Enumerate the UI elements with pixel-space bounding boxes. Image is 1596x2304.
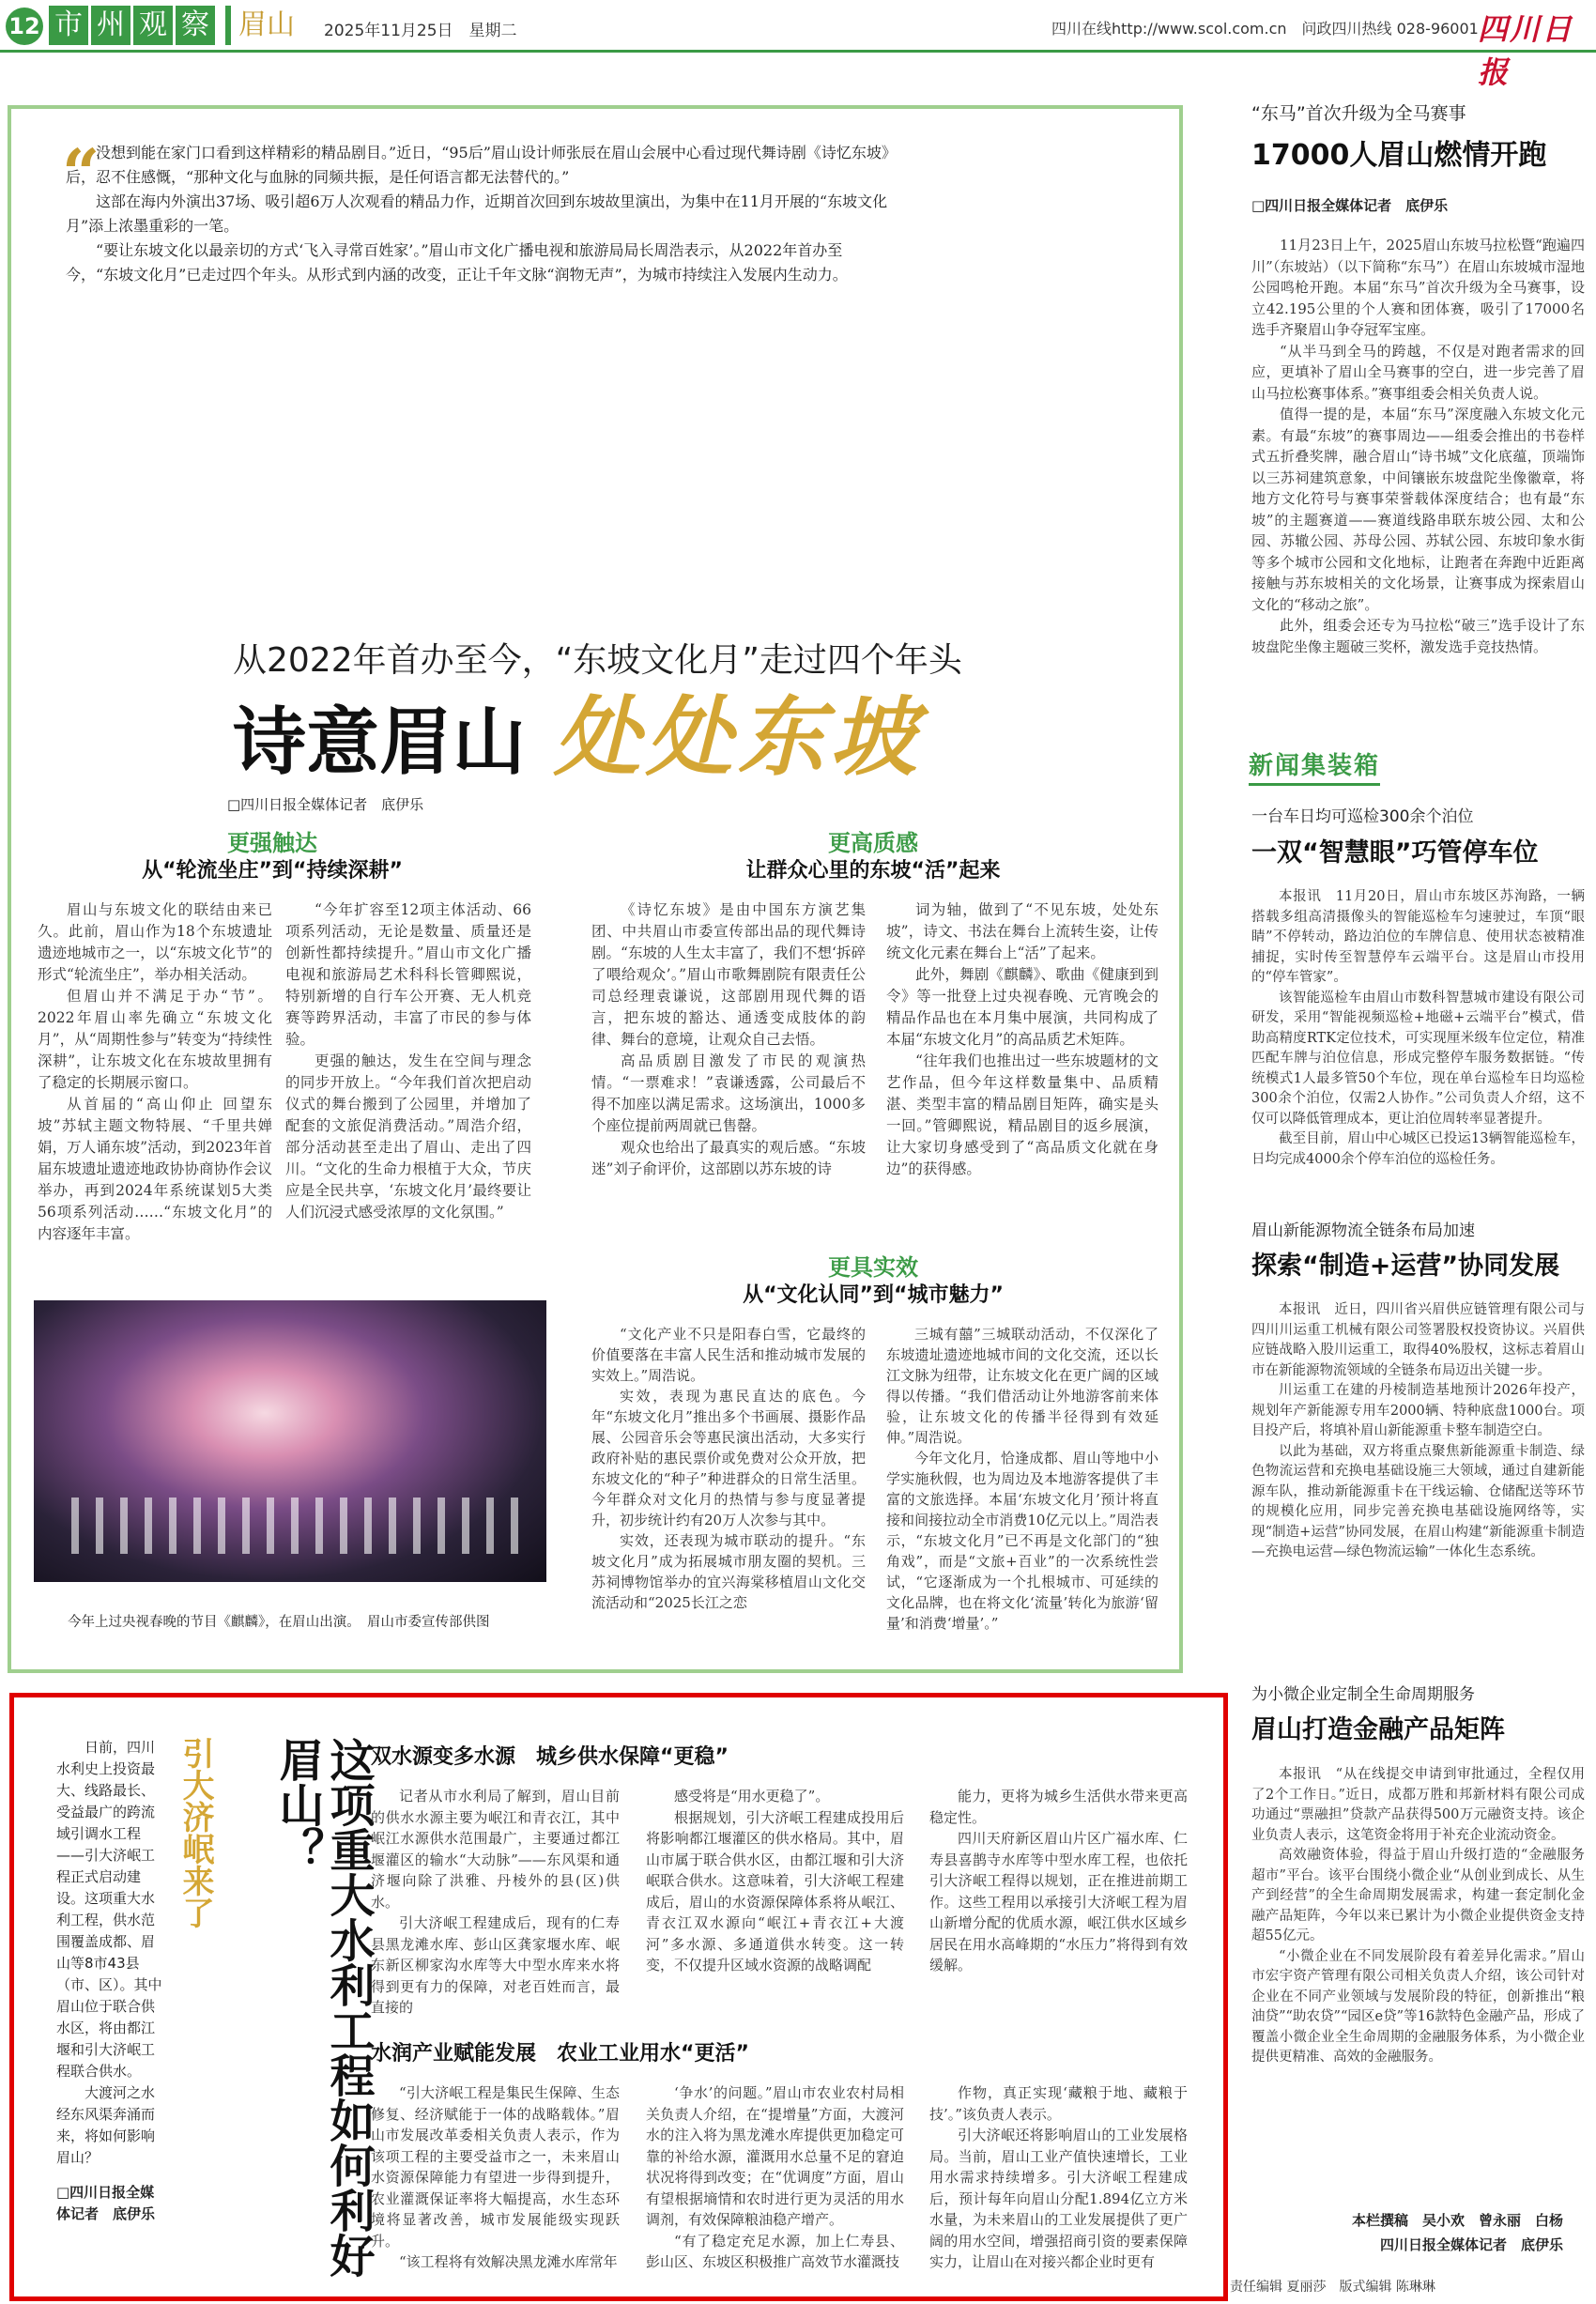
- credits: [1352, 2208, 1563, 2257]
- credit-line: 本栏撰稿 吴小欢 曾永丽 白杨: [1352, 2212, 1564, 2229]
- editor-credits: 责任编辑 夏丽莎 版式编辑 陈琳琳: [1230, 2280, 1435, 2295]
- paragraph: 实效，还表现为城市联动的提升。“东坡文化月”成为拓展城市朋友圈的契机。三苏祠博物馆举办的宜兴海棠移植眉山文化交流活动和“2025长江之恋: [591, 1532, 866, 1611]
- intro-sidebar: [56, 1737, 165, 2225]
- paragraph: 感受将是“用水更稳了”。: [674, 1788, 830, 1805]
- paragraph: 截至目前，眉山中心城区已投运13辆智能巡检车，日均完成4000余个停车泊位的巡检任务。: [1251, 1131, 1585, 1167]
- paragraph: 眉山与东坡文化的联结由来已久。此前，眉山作为18个东坡遗址遗迹地城市之一，以“东坡文化节”的形式“轮流坐庄”，举办相关活动。: [38, 901, 272, 983]
- paragraph: 以此为基础，双方将重点聚焦新能源重卡制造、绿色物流运营和充换电基础设施三大领域，通过自建新能源车队，推动新能源重卡在干线运输、仓储配送等环节的规模化应用，同步完善充换电基础设施网络等，实现“制造+运营”协同发展，在眉山构建“新能源重卡制造—充换电运营—绿色物流运输”一体化生态系统。: [1251, 1443, 1585, 1559]
- article-column: [371, 1786, 620, 2019]
- newspaper-logo: 四川日报: [1478, 11, 1574, 90]
- paragraph: 引大济岷还将影响眉山的工业发展格局。当前，眉山工业产值快速增长，工业用水需求持续增多。引大济岷工程建成后，预计每年向眉山分配1.894亿立方米水量，为未来眉山的工业发展提供了更广阔的用水空间，增强招商引资的要素保障实力，让眉山在对接兴都企业时更有: [929, 2127, 1188, 2270]
- paragraph: 日前，四川水利史上投资最大、线路最长、受益最广的跨流域引调水工程——引大济岷工程正式启动建设。这项重大水利工程，供水范围覆盖成都、眉山等8市43县（市、区）。其中眉山位于联合供水区，将由都江堰和引大济岷工程联合供水。: [56, 1739, 162, 2080]
- section-subtitle: 双水源变多水源 城乡供水保障“更稳”: [371, 1745, 729, 1769]
- paragraph: 词为轴，做到了“不见东坡，处处东坡”，诗文、书法在舞台上流转生姿，让传统文化元素在舞台上“活”了起来。: [886, 901, 1159, 961]
- vertical-headline: 这项重大水利工程如何利好眉山？: [271, 1737, 375, 2278]
- story-body: [1251, 887, 1585, 1170]
- paragraph: “引大济岷工程是集民生保障、生态修复、经济赋能于一体的战略载体。”眉山市发展改革委相关负责人表示，作为该项工程的主要受益市之一，未来眉山水资源保障能力有望进一步得到提升，农业灌溉保证率将大幅提高，水生态环境将显著改善，城市发展能级实现跃升。: [371, 2084, 620, 2250]
- news-brief-logo: 新闻集装箱: [1249, 746, 1380, 786]
- section-char: 州: [91, 6, 130, 45]
- dragon-dance-photo: [34, 1300, 546, 1582]
- section-char: 察: [176, 6, 215, 45]
- lead-paragraph: “要让东坡文化以最亲切的方式‘飞入寻常百姓家’。”眉山市文化广播电视和旅游局局长周浩表示，从2022年首办至今，“东坡文化月”已走过四个年头。从形式到内涵的改变，正让千年文脉“润物无声”，为城市持续注入发展内生动力。: [66, 241, 848, 284]
- article-column: [929, 1786, 1188, 1976]
- paragraph: 高品质剧目激发了市民的观演热情。“一票难求！”袁谦透露，公司最后不得不加座以满足需求。这场演出，1000多个座位提前两周就已售罄。: [591, 1052, 866, 1134]
- article-column: [591, 1324, 866, 1613]
- credit-line: 四川日报全媒体记者 底伊乐: [1380, 2236, 1564, 2253]
- headline-subtitle: 从2022年首办至今，“东坡文化月”走过四个年头: [233, 641, 962, 680]
- story-body: [1251, 1765, 1585, 2068]
- paragraph: 此外，组委会还专为马拉松“破三”选手设计了东坡盘陀坐像主题破三奖杯，激发选手竞技热情。: [1251, 617, 1585, 655]
- story-kicker: 为小微企业定制全生命周期服务: [1251, 1685, 1475, 1704]
- paragraph: 观众也给出了最真实的观后感。“东坡迷”刘子俞评价，这部剧以苏东坡的诗: [591, 1139, 866, 1177]
- page-number: 12: [6, 8, 43, 45]
- paragraph: 实效，表现为惠民直达的底色。今年“东坡文化月”推出多个书画展、摄影作品展、公园音乐会等惠民演出活动，大多实行政府补贴的惠民票价或免费对公众开放，把东坡文化的“种子”种进群众的日常生活里。今年群众对文化月的热情与参与度显著提升，初步统计约有20万人次参与其中。: [591, 1388, 866, 1528]
- article-column: [285, 899, 531, 1223]
- section-char: 市: [49, 6, 88, 45]
- paragraph: 本报讯 11月20日，眉山市东坡区苏洵路，一辆搭载多组高清摄像头的智能巡检车匀速驶过，车顶“眼睛”不停转动，路边泊位的车牌信息、使用状态被精准捕捉，实时传至智慧停车云端平台。这是眉山市投用的“停车管家”。: [1251, 889, 1585, 985]
- section-subtitle: 让群众心里的东坡“活”起来: [745, 859, 1001, 883]
- paragraph: 根据规划，引大济岷工程建成投用后将影响都江堰灌区的供水格局。其中，眉山市属于联合供水区，由都江堰和引大济岷联合供水。这意味着，引大济岷工程建成后，眉山的水资源保障体系将从岷江、青衣江双水源向“岷江+青衣江+大渡河”多水源、多通道供水转变。这一转变，不仅提升区域水资源的战略调配: [646, 1808, 904, 1974]
- site-hotline: 四川在线http://www.scol.com.cn 问政四川热线 028-96001: [1051, 20, 1479, 38]
- paragraph: “从半马到全马的跨越，不仅是对跑者需求的回应，更填补了眉山全马赛事的空白，进一步完善了眉山马拉松赛事体系。”赛事组委会相关负责人说。: [1251, 342, 1585, 402]
- city-label: 眉山: [225, 6, 315, 45]
- paragraph: 今年文化月，恰逢成都、眉山等地中小学实施秋假，也为周边及本地游客提供了丰富的文旅选择。本届‘东坡文化月’预计将直接和间接拉动全市消费10亿元以上。”周浩表示，“东坡文化月”已不再是文化部门的“独角戏”，而是“文旅+百业”的一次系统性尝试，“它逐渐成为一个扎根城市、可延续的文化品牌，也在将文化‘流量’转化为旅游‘留量’和消费‘增量’。”: [886, 1450, 1159, 1632]
- paragraph: “文化产业不只是阳春白雪，它最终的价值要落在丰富人民生活和推动城市发展的实效上。”周浩说。: [591, 1326, 866, 1384]
- byline: □四川日报全媒体记者 底伊乐: [1251, 197, 1449, 214]
- article-column: [38, 899, 272, 1245]
- paragraph: 三城有囍”三城联动活动，不仅深化了东坡遗址遗迹地城市间的文化交流，还以长江文脉为纽带，让东坡文化在更广阔的区域得以传播。“我们借活动让外地游客前来体验，让东坡文化的传播半径得到有效延伸。”周浩说。: [886, 1326, 1159, 1446]
- story-title: 17000人眉山燃情开跑: [1251, 139, 1547, 172]
- dancer-row: [71, 1498, 522, 1554]
- paragraph: ‘争水’的问题。”眉山市农业农村局相关负责人介绍，在“提增量”方面，大渡河水的注入将为黑龙滩水库提供更加稳定可靠的补给水源，灌溉用水总量不足的窘迫状况将得到改变；在“优调度”方面，眉山有望根据墒情和农时进行更为灵活的用水调剂，有效保障粮油稳产增产。: [646, 2084, 904, 2228]
- paragraph: 《诗忆东坡》是由中国东方演艺集团、中共眉山市委宣传部出品的现代舞诗剧。“东坡的人生太丰富了，我们不想‘拆碎了喂给观众’。”眉山市歌舞剧院有限责任公司总经理袁谦说，这部剧用现代舞的语言，把东坡的豁达、通透变成肢体的韵律、舞台的意境，让观众自己去悟。: [591, 901, 866, 1048]
- lead-paragraph: 这部在海内外演出37场、吸引超6万人次观看的精品力作，近期首次回到东坡故里演出，为集中在11月开展的“东坡文化月”添上浓墨重彩的一笔。: [66, 192, 888, 235]
- article-column: [886, 1324, 1159, 1634]
- paragraph: 川运重工在建的丹棱制造基地预计2026年投产，规划年产新能源专用车2000辆、特种底盘1000台。项目投产后，将填补眉山新能源重卡整车制造空白。: [1251, 1383, 1585, 1438]
- paragraph: 此外，舞剧《麒麟》、歌曲《健康到到令》等一批登上过央视春晚、元宵晚会的精品作品也在本月集中展演，共同构成了本届“东坡文化月”的高品质艺术矩阵。: [886, 966, 1159, 1048]
- section-subtitle: 从“文化认同”到“城市魅力”: [743, 1283, 1004, 1307]
- paragraph: 本报讯 “从在线提交申请到审批通过，全程仅用了2个工作日。”近日，成都万胜和邦新材料有限公司成功通过“票融担”贷款产品获得500万元融资支持。该企业负责人表示，这笔资金将用于补充企业流动资金。: [1251, 1767, 1585, 1843]
- paragraph: 作物，真正实现‘藏粮于地、藏粮于技’。”该负责人表示。: [929, 2084, 1188, 2123]
- paragraph: “今年扩容至12项主体活动、66项系列活动，无论是数量、质量还是创新性都持续提升。”眉山市文化广播电视和旅游局艺术科科长管卿熙说，特别新增的自行车公开赛、无人机竞赛等跨界活动，丰富了市民的参与体验。: [285, 901, 531, 1048]
- paragraph: 从首届的“高山仰止 回望东坡”苏轼主题文物特展、“千里共婵娟，万人诵东坡”活动，到2023年首届东坡遗址遗迹地政协协商协作会议举办，再到2024年系统谋划5大类56项系列活动……“东坡文化月”的内容逐年丰富。: [38, 1096, 272, 1242]
- section-title: 更强触达: [227, 829, 317, 856]
- story-body: [1251, 235, 1585, 657]
- headline-art-lettering: 处处东坡: [554, 686, 923, 788]
- issue-date: 2025年11月25日 星期二: [324, 22, 517, 40]
- section-title: 更高质感: [828, 829, 918, 856]
- photo-caption: 今年上过央视春晚的节目《麒麟》，在眉山出演。 眉山市委宣传部供图: [68, 1615, 490, 1630]
- paragraph: “该工程将有效解决黑龙滩水库常年: [399, 2253, 618, 2270]
- lead-paragraphs: [66, 141, 892, 287]
- paragraph: 更强的触达，发生在空间与理念的同步开放上。“今年我们首次把启动仪式的舞台搬到了公园里，并增加了配套的文旅促消费活动。”周浩介绍，部分活动甚至走出了眉山、走出了四川。“文化的生命力根植于大众，节庆应是全民共享，‘东坡文化月’最终要让人们沉浸式感受浓厚的文化氛围。”: [285, 1052, 531, 1221]
- section-subtitle: 水润产业赋能发展 农业工业用水“更活”: [371, 2042, 749, 2066]
- article-column: [371, 2082, 620, 2273]
- story-kicker: 眉山新能源物流全链条布局加速: [1251, 1221, 1475, 1240]
- paragraph: 引大济岷工程建成后，现有的仁寿县黑龙滩水库、彭山区龚家堰水库、岷东新区柳家沟水库等大中型水库来水将得到更有力的保障，对老百姓而言，最直接的: [371, 1914, 620, 2016]
- paragraph: 值得一提的是，本届“东马”深度融入东坡文化元素。有最“东坡”的赛事周边——组委会推出的书卷样式五折叠奖牌，融合眉山“诗书城”文化底蕴，顶端饰以三苏祠建筑意象，中间镶嵌东坡盘陀坐像徽章，将地方文化符号与赛事荣誉载体深度结合；也有最“东坡”的主题赛道——赛道线路串联东坡公园、太和公园、苏辙公园、苏母公园、苏轼公园、东坡印象水街等多个城市公园和文化地标，让跑者在奔跑中近距离接触与苏东坡相关的文化场景，让赛事成为探索眉山文化的“移动之旅”。: [1251, 406, 1585, 613]
- paragraph: 大渡河之水经东风渠奔涌而来，将如何影响眉山？: [56, 2084, 156, 2166]
- section-title: 更具实效: [828, 1253, 918, 1281]
- story-body: [1251, 1300, 1585, 1563]
- paragraph: 四川天府新区眉山片区广福水库、仁寿县喜鹊寺水库等中型水库工程，也依托引大济岷工程得以规划，正在推进前期工作。这些工程用以承接引大济岷工程为眉山新增分配的优质水源，岷江供水区域乡居民在用水高峰期的“水压力”将得到有效缓解。: [929, 1830, 1188, 1974]
- byline: □四川日报全媒体记者 底伊乐: [56, 2184, 156, 2222]
- paragraph: 能力，更将为城乡生活供水带来更高稳定性。: [929, 1788, 1188, 1826]
- story-title: 眉山打造金融产品矩阵: [1251, 1715, 1505, 1744]
- section-title: [49, 6, 215, 45]
- article-column: [929, 2082, 1188, 2273]
- article-column: [886, 899, 1159, 1180]
- photo-caption: 现代舞诗剧《诗忆东坡》首次在眉山出演。 受访者供图: [742, 586, 1087, 603]
- quote-mark-icon: “: [62, 134, 100, 212]
- paragraph: 记者从市水利局了解到，眉山目前的供水水源主要为岷江和青衣江，其中岷江水源供水范围最广，主要通过都江堰灌区的输水“大动脉”——东风渠和通济堰向除了洪雅、丹棱外的县(区)供水。: [371, 1788, 620, 1911]
- story-kicker: “东马”首次升级为全马赛事: [1251, 103, 1466, 124]
- paragraph: “有了稳定充足水源，加上仁寿县、彭山区、东坡区积极推广高效节水灌溉技: [646, 2232, 904, 2270]
- paragraph: 但眉山并不满足于办“节”。2022年眉山率先确立“东坡文化月”，从“周期性参与”转变为“持续性深耕”，让东坡文化在东坡故里拥有了稳定的长期展示窗口。: [38, 988, 272, 1091]
- paragraph: 高效融资体验，得益于眉山升级打造的“金融服务超市”平台。该平台围绕小微企业“从创业到成长、从生产到经营”的全生命周期发展需求，构建一套定制化金融产品矩阵，今年以来已累计为小微企业提供资金支持超55亿元。: [1251, 1848, 1585, 1943]
- section-char: 观: [133, 6, 173, 45]
- lead-paragraph: 没想到能在家门口看到这样精彩的精品剧目。”近日，“95后”眉山设计师张辰在眉山会展中心看过现代舞诗剧《诗忆东坡》后，忍不住感慨，“那种文化与血脉的同频共振，是任何语言都无法替代的。”: [66, 144, 889, 186]
- headline-main: 诗意眉山: [233, 700, 527, 785]
- paragraph: 本报讯 近日，四川省兴眉供应链管理有限公司与四川川运重工机械有限公司签署股权投资协议。兴眉供应链战略入股川运重工，取得40%股权，这标志着眉山市在新能源物流领域的全链条布局迈出关键一步。: [1251, 1302, 1585, 1378]
- story-title: 一双“智慧眼”巧管停车位: [1251, 838, 1539, 868]
- article-column: [646, 1786, 904, 1976]
- article-column: [646, 2082, 904, 2273]
- article-column: [591, 899, 866, 1180]
- vertical-kicker: 引大济岷来了: [176, 1737, 214, 1928]
- story-title: 探索“制造+运营”协同发展: [1251, 1252, 1560, 1281]
- story-kicker: 一台车日均可巡检300余个泊位: [1251, 807, 1474, 826]
- paragraph: “小微企业在不同发展阶段有着差异化需求。”眉山市宏宇资产管理有限公司相关负责人介绍，该公司针对企业在不同产业领域与发展阶段的特征，创新推出“粮油贷”“助农贷”“园区e贷”等16款特色金融产品，形成了覆盖小微企业全生命周期的金融服务体系，为小微企业提供更精准、高效的金融服务。: [1251, 1948, 1585, 2065]
- byline: □四川日报全媒体记者 底伊乐: [227, 796, 424, 813]
- paragraph: 11月23日上午，2025眉山东坡马拉松暨“跑遍四川”（东坡站）（以下简称“东马”）在眉山东坡城市湿地公园鸣枪开跑。本届“东马”首次升级为全马赛事，设立42.195公里的个人赛和团体赛，吸引了17000名选手齐聚眉山争夺冠军宝座。: [1251, 237, 1585, 338]
- section-subtitle: 从“轮流坐庄”到“持续深耕”: [142, 859, 403, 883]
- paragraph: 该智能巡检车由眉山市数科智慧城市建设有限公司研发，采用“智能视频巡检+地磁+云端平台”模式，借助高精度RTK定位技术，可实现厘米级车位定位，精准匹配车牌与泊位信息，形成完整停车服务数据链。“传统模式1人最多管50个车位，现在单台巡检车日均巡检300余个泊位，仅需2人协作。”公司负责人介绍，这不仅可以降低管理成本，更让泊位周转率显著提升。: [1251, 990, 1585, 1127]
- paragraph: “往年我们也推出过一些东坡题材的文艺作品，但今年这样数量集中、品质精湛、类型丰富的精品剧目矩阵，确实是头一回。”管卿熙说，精品剧目的返乡展演，让大家切身感受到了“高品质文化就在身边”的获得感。: [886, 1052, 1159, 1177]
